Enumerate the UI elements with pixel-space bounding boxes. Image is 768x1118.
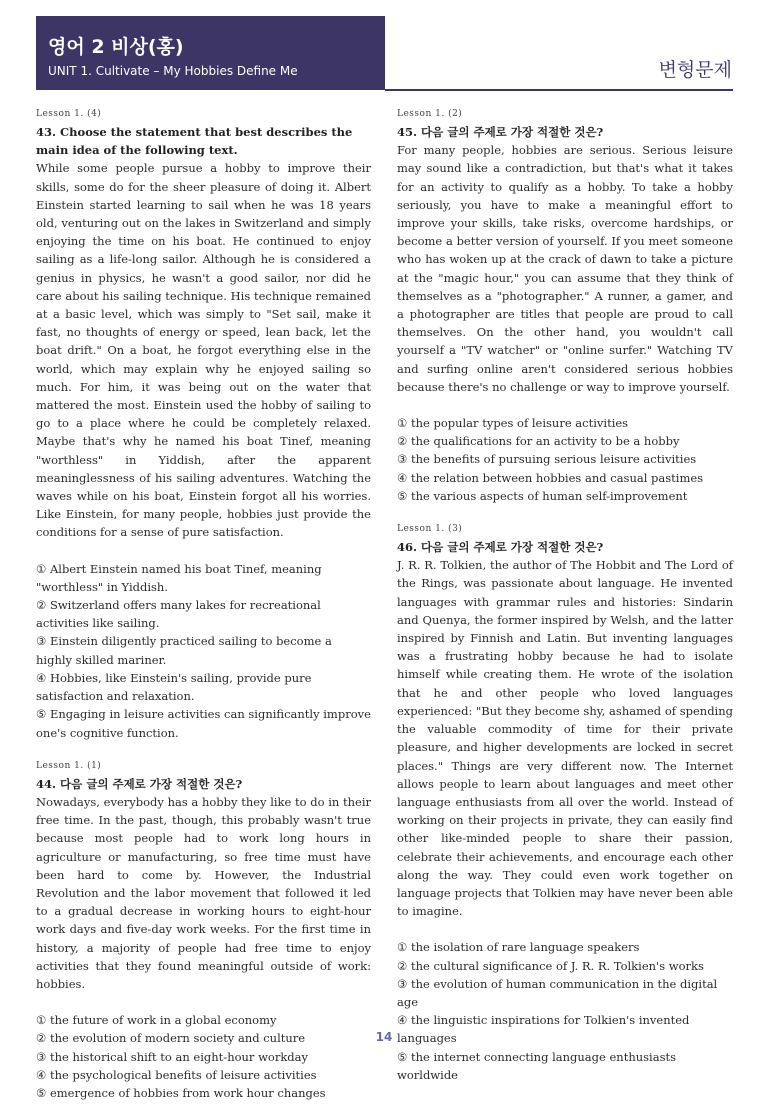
option-2: ② Switzerland offers many lakes for recreational activities like sailing.: [36, 598, 321, 631]
question-43: [36, 106, 371, 742]
passage-text: While some people pursue a hobby to improve their skills, some do for the sheer pleasure of doing it. Albert Einstein started learning to sail when he was 18 years old, venturing out on the lakes in Switzerland and simply enjoying the time on his boat. He continued to enjoy sailing as a life-long sailor. Although he is considered a genius in physics, he wasn't a good sailor, nor did he care about his sailing technique. His technique remained at a basic level, which was simply to "Set sail, make it fast, no thoughts of energy or speed, lean back, let the boat drift." On a boat, he forgot everything else in the world, which may explain why he enjoyed sailing so much. For him, it was being out on the water that mattered the most. Einstein used the hobby of sailing to go to a place where he could be completely relaxed. Maybe that's why he named his boat Tinef, meaning "worthless" in Yiddish, after the apparent meaninglessness of his sailing adventures. Watching the waves while on his boat, Einstein forgot all his worries. Like Einstein, for many people, hobbies just provide the conditions for a sense of pure satisfaction.: [36, 161, 371, 540]
option-4: ④ the relation between hobbies and casual pastimes: [397, 470, 704, 485]
option-3: ③ the historical shift to an eight-hour workday: [36, 1049, 309, 1064]
option-2: ② the evolution of modern society and culture: [36, 1031, 306, 1046]
lesson-label: Lesson 1. (3): [397, 524, 463, 535]
option-4: ④ the linguistic inspirations for Tolkien's invented languages: [397, 1013, 690, 1046]
passage-text: Nowadays, everybody has a hobby they like to do in their free time. In the past, though, this probably wasn't true because most people had to work long hours in agriculture or manufacturing, so free time must have been hard to come by. However, the Industrial Revolution and the labor movement that followed it led to a gradual decrease in working hours to eight-hour work days and five-day work weeks. For the first time in history, a majority of people had free time to enjoy activities that they found meaningful outside of work: hobbies.: [36, 794, 371, 991]
option-4: ④ Hobbies, like Einstein's sailing, provide pure satisfaction and relaxation.: [36, 670, 312, 704]
option-4: ④ the psychological benefits of leisure activities: [36, 1067, 317, 1082]
question-title: 43. Choose the statement that best describes the main idea of the following text.: [36, 125, 353, 158]
option-3: ③ the benefits of pursuing serious leisure activities: [397, 452, 697, 467]
option-1: ① Albert Einstein named his boat Tinef, meaning "worthless" in Yiddish.: [36, 561, 322, 594]
option-5: ⑤ the internet connecting language enthusiasts worldwide: [397, 1049, 676, 1082]
option-1: ① the isolation of rare language speakers: [397, 940, 640, 955]
lesson-label: Lesson 1. (1): [36, 760, 102, 771]
lesson-label: Lesson 1. (4): [36, 109, 102, 119]
section-tag: 변형문제: [658, 59, 732, 81]
option-2: ② the qualifications for an activity to be a hobby: [397, 434, 680, 449]
right-column: [397, 106, 733, 1100]
question-44: [36, 758, 371, 1102]
option-2: ② the cultural significance of J. R. R. Tolkien's works: [397, 958, 704, 973]
lesson-label: Lesson 1. (2): [397, 109, 463, 119]
left-column: [36, 106, 371, 1118]
unit-subtitle: UNIT 1. Cultivate – My Hobbies Define Me: [48, 64, 298, 78]
option-5: ⑤ emergence of hobbies from work hour changes: [36, 1085, 326, 1100]
option-list: [36, 1011, 371, 1102]
page-number: 14: [375, 1030, 393, 1044]
page-title: 영어 2 비상(홍): [48, 36, 184, 58]
option-3: ③ Einstein diligently practiced sailing to become a highly skilled mariner.: [36, 634, 332, 667]
question-title: 46. 다음 글의 주제로 가장 적절한 것은?: [397, 540, 604, 555]
header-divider: [385, 89, 733, 91]
header-banner: [36, 16, 385, 90]
question-46: [397, 521, 733, 1084]
passage-text: J. R. R. Tolkien, the author of The Hobbit and The Lord of the Rings, was passionate about language. He invented languages with grammar rules and histories: Sindarin and Quenya, the former inspired by Welsh, and the latter inspired by Finnish and Latin. But inventing languages was a frustrating hobby because he had to isolate himself while creating them. He wrote of the isolation that he and other people who loved languages experienced: "But they become shy, ashamed of spending the valuable commodity of time for their private pleasure, and higher developments are locked in secret places." Things are very different now. The Internet allows people to learn about languages and meet other language enthusiasts from all over the world. Instead of working on their projects in private, they can easily find other like-minded people to share their passion, celebrate their achievements, and encourage each other along the way. They could even work together on language projects that Tolkien may have never been able to imagine.: [397, 558, 733, 919]
option-list: [397, 938, 733, 1084]
question-title: 45. 다음 글의 주제로 가장 적절한 것은?: [397, 125, 604, 139]
option-1: ① the popular types of leisure activities: [397, 416, 629, 431]
option-1: ① the future of work in a global economy: [36, 1013, 277, 1028]
option-list: [397, 414, 733, 505]
question-title: 44. 다음 글의 주제로 가장 적절한 것은?: [36, 776, 243, 791]
passage-text: For many people, hobbies are serious. Serious leisure may sound like a contradiction, but that's what it takes for an activity to qualify as a hobby. To take a hobby seriously, you have to make a meaningful effort to improve your skills, take risks, overcome hardships, or become a better version of yourself. If you meet someone who has woken up at the crack of dawn to take a picture at the "magic hour," you can assume that they think of themselves as a "photographer." A runner, a gamer, and a photographer are titles that people are proud to call themselves. On the other hand, you wouldn't call yourself a "TV watcher" or "online surfer." Watching TV and surfing online aren't considered serious hobbies because there's no challenge or way to improve yourself.: [397, 143, 733, 394]
option-list: [36, 560, 371, 742]
option-5: ⑤ Engaging in leisure activities can significantly improve one's cognitive function.: [36, 707, 371, 740]
option-5: ⑤ the various aspects of human self-improvement: [397, 488, 688, 503]
option-3: ③ the evolution of human communication in the digital age: [397, 976, 718, 1009]
question-45: [397, 106, 733, 505]
